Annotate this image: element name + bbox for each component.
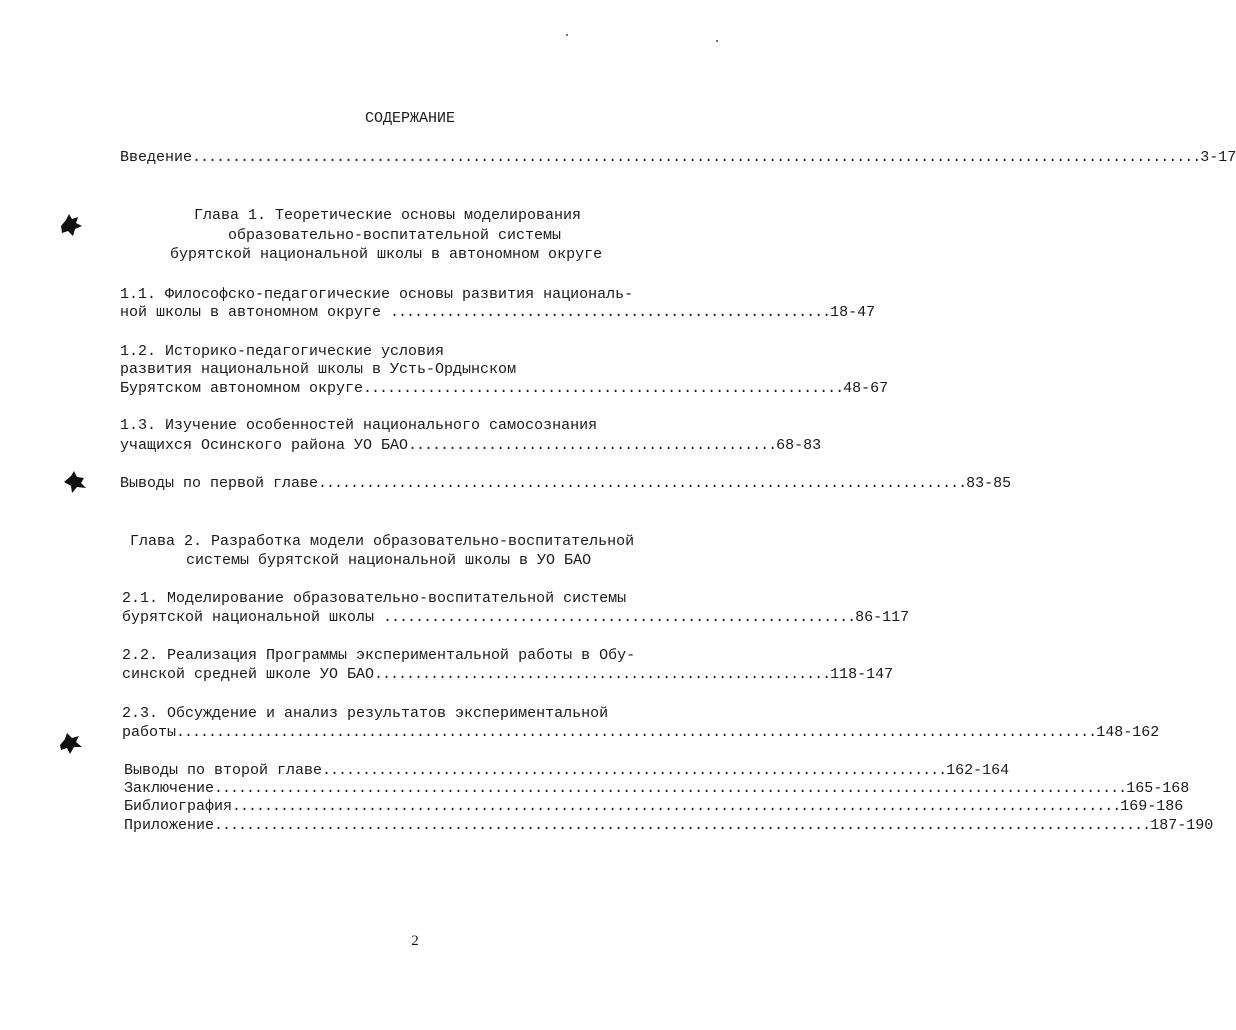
ink-blot-3 xyxy=(58,730,84,756)
toc-line: 1.2. Историко-педагогические условия xyxy=(120,343,445,360)
toc-leader: ............................................................................................................... xyxy=(232,798,1121,815)
toc-label: Приложение xyxy=(124,817,215,834)
toc-label: работы xyxy=(122,724,177,741)
toc-leader: ................................................................................. xyxy=(318,475,967,492)
toc-pages: 48-67 xyxy=(843,380,889,397)
chapter-heading-line: Глава 1. Теоретические основы моделирования xyxy=(194,207,582,224)
chapter-heading-line: Глава 2. Разработка модели образовательно-воспитательной xyxy=(130,533,635,550)
toc-entry-chapter2-conclusion xyxy=(124,761,1009,781)
toc-leader: ..................................................................................................................... xyxy=(214,817,1151,834)
toc-line-with-pages xyxy=(120,436,821,456)
toc-line: 2.2. Реализация Программы экспериментальной работы в Обу- xyxy=(122,647,636,664)
toc-pages: 169-186 xyxy=(1120,798,1184,815)
toc-line: 2.1. Моделирование образовательно-воспитательной системы xyxy=(122,590,627,607)
chapter-heading-line: системы бурятской национальной школы в УО БАО xyxy=(186,552,592,569)
toc-pages: 86-117 xyxy=(855,609,910,626)
toc-label: Выводы по первой главе xyxy=(120,475,319,492)
ink-blot-1 xyxy=(58,212,84,238)
toc-leader: ................................................................................................................... xyxy=(176,724,1097,741)
toc-leader: ....................................................... xyxy=(390,304,831,321)
scan-speck xyxy=(716,40,718,42)
toc-leader: .................................................................................................................. xyxy=(214,780,1127,797)
toc-line: 1.1. Философско-педагогические основы развития националь- xyxy=(120,286,634,303)
toc-line: 2.3. Обсуждение и анализ результатов экспериментальной xyxy=(122,705,609,722)
toc-pages: 148-162 xyxy=(1096,724,1160,741)
toc-line-with-pages xyxy=(122,608,909,628)
chapter-heading-line: бурятской национальной школы в автономном округе xyxy=(170,246,603,263)
toc-pages: 118-147 xyxy=(830,666,894,683)
toc-line-with-pages xyxy=(122,665,893,685)
ink-blot-2 xyxy=(62,470,88,494)
toc-line: развития национальной школы в Усть-Ордынском xyxy=(120,361,517,378)
toc-pages: 18-47 xyxy=(830,304,876,321)
page-number: 2 xyxy=(411,933,419,949)
toc-label: ной школы в автономном округе xyxy=(120,304,391,321)
toc-label: учащихся Осинского района УО БАО xyxy=(120,437,409,454)
toc-label: Бурятском автономном округе xyxy=(120,380,364,397)
toc-entry-appendix xyxy=(124,816,1213,836)
toc-pages: 162-164 xyxy=(946,762,1010,779)
toc-label: бурятской национальной школы xyxy=(122,609,384,626)
scan-speck xyxy=(566,34,568,36)
toc-entry-chapter1-conclusion xyxy=(120,474,1011,494)
toc-leader: .............................................. xyxy=(408,437,777,454)
toc-line: 1.3. Изучение особенностей национального самосознания xyxy=(120,417,598,434)
toc-leader: ......................................................... xyxy=(374,666,831,683)
chapter-heading-line: образовательно-воспитательной системы xyxy=(228,227,562,244)
toc-pages: 165-168 xyxy=(1126,780,1190,797)
toc-entry-intro xyxy=(120,148,1236,168)
toc-leader: ............................................................ xyxy=(363,380,844,397)
toc-pages: 187-190 xyxy=(1150,817,1214,834)
toc-leader: .............................................................................. xyxy=(322,762,947,779)
toc-label: синской средней школе УО БАО xyxy=(122,666,375,683)
toc-label: Введение xyxy=(120,149,193,166)
toc-line-with-pages xyxy=(122,723,1159,743)
toc-leader: ........................................................... xyxy=(383,609,856,626)
toc-pages: 68-83 xyxy=(776,437,822,454)
toc-label: Выводы по второй главе xyxy=(124,762,323,779)
toc-line-with-pages xyxy=(120,303,875,323)
toc-line-with-pages xyxy=(120,379,888,399)
toc-leader: .............................................................................................................................. xyxy=(192,149,1201,166)
toc-pages: 3-17 xyxy=(1200,149,1236,166)
toc-label: Заключение xyxy=(124,780,215,797)
toc-entry-conclusion xyxy=(124,779,1189,799)
page-title: СОДЕРЖАНИЕ xyxy=(364,110,455,127)
toc-label: Библиография xyxy=(124,798,233,815)
toc-pages: 83-85 xyxy=(966,475,1012,492)
toc-entry-bibliography xyxy=(124,797,1183,817)
